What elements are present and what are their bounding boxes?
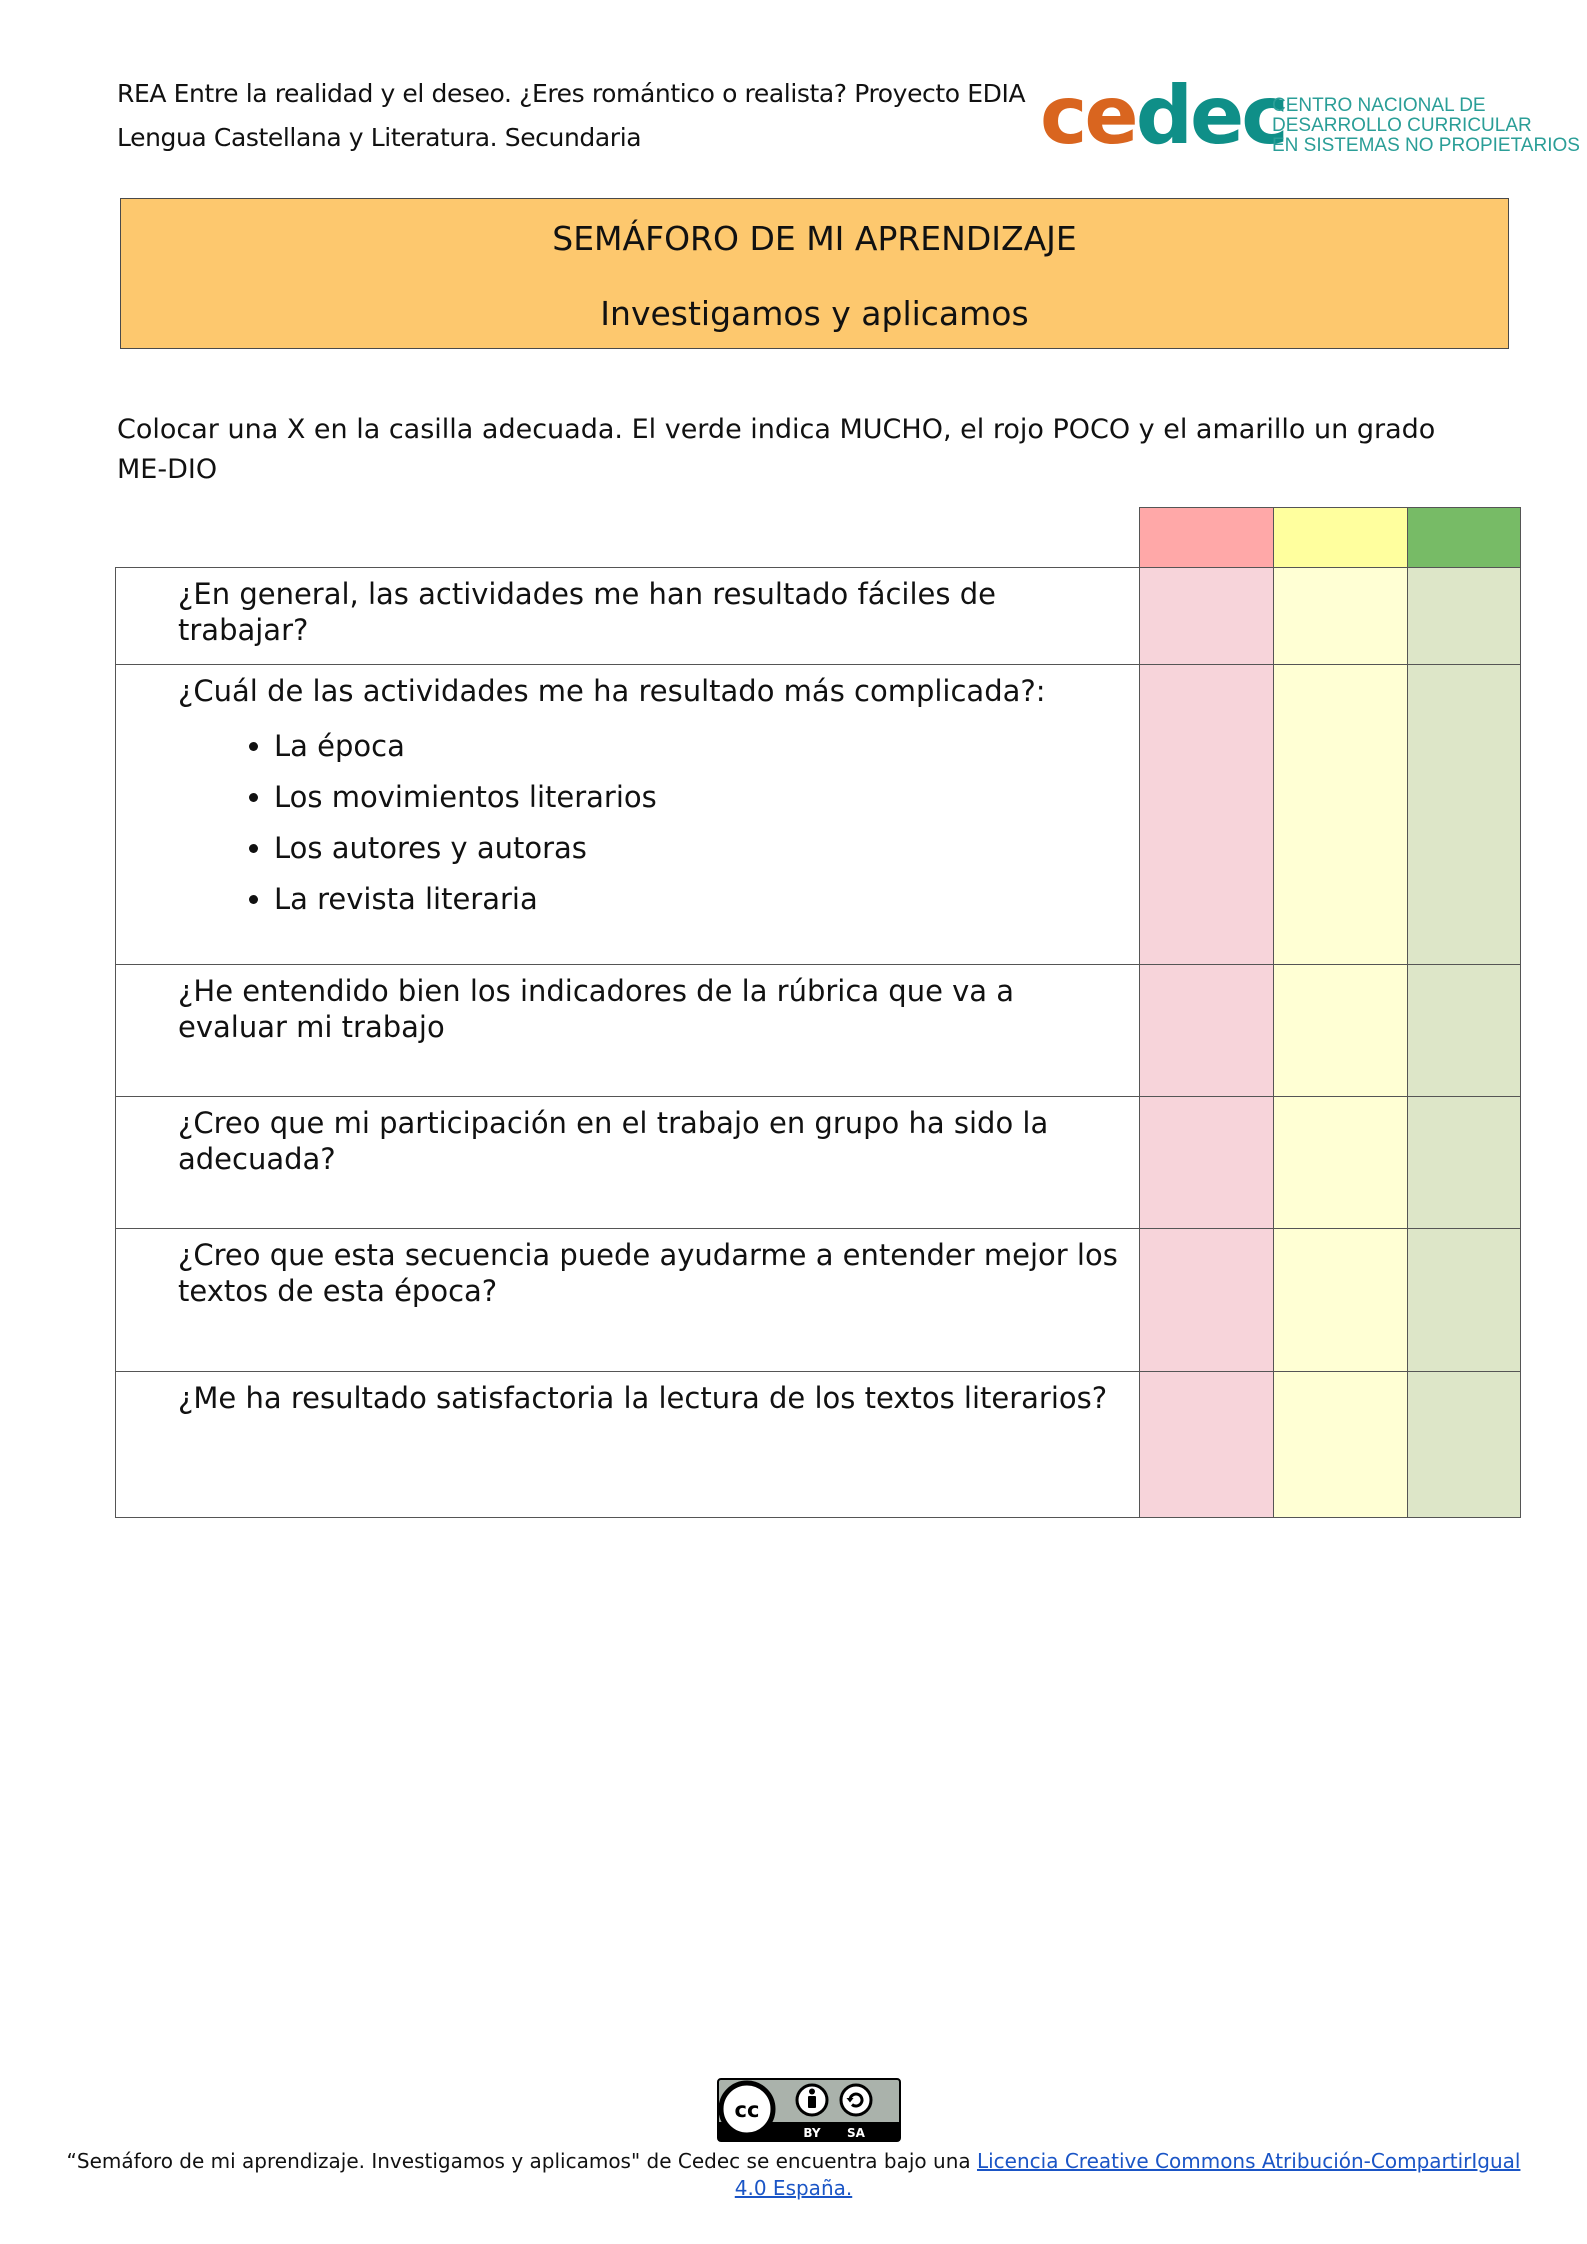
question-5: ¿Creo que esta secuencia puede ayudarme a entender mejor los textos de esta época? — [116, 1229, 1140, 1372]
answer-cell-green[interactable] — [1408, 1097, 1521, 1229]
answer-cell-red[interactable] — [1140, 665, 1274, 965]
table-header-row — [116, 508, 1521, 568]
answer-cell-red[interactable] — [1140, 1229, 1274, 1372]
table-row — [116, 965, 1521, 1097]
question-2-text: ¿Cuál de las actividades me ha resultado más complicada?: — [178, 674, 1046, 708]
instruction-text: Colocar una X en la casilla adecuada. El verde indica MUCHO, el rojo POCO y el amarillo un grado ME-DIO — [117, 414, 1436, 485]
header-yellow-medio — [1274, 508, 1408, 568]
list-item: • La revista literaria — [274, 874, 1129, 925]
traffic-light-table — [115, 507, 1521, 1518]
table-row — [116, 1372, 1521, 1518]
question-2 — [116, 665, 1140, 965]
table-row — [116, 1097, 1521, 1229]
cedec-logo-word: cedec — [1040, 69, 1286, 162]
answer-cell-yellow[interactable] — [1274, 665, 1408, 965]
list-item: • Los movimientos literarios — [274, 772, 1129, 823]
answer-cell-yellow[interactable] — [1274, 1097, 1408, 1229]
question-6: ¿Me ha resultado satisfactoria la lectura de los textos literarios? — [116, 1372, 1140, 1518]
cc-icon — [721, 2083, 773, 2135]
header-empty-cell — [116, 508, 1140, 568]
question-4: ¿Creo que mi participación en el trabajo en grupo ha sido la adecuada? — [116, 1097, 1140, 1229]
license-footer — [60, 2148, 1527, 2202]
share-alike-icon — [841, 2085, 871, 2115]
answer-cell-red[interactable] — [1140, 965, 1274, 1097]
page-title: SEMÁFORO DE MI APRENDIZAJE — [552, 219, 1077, 258]
attribution-icon — [797, 2085, 827, 2115]
cedec-logo-subtitle: CENTRO NACIONAL DE DESARROLLO CURRICULAR EN SISTEMAS NO PROPIETARIOS — [1272, 95, 1580, 156]
answer-cell-red[interactable] — [1140, 568, 1274, 665]
answer-cell-yellow[interactable] — [1274, 1229, 1408, 1372]
table-row — [116, 665, 1521, 965]
license-link[interactable]: Licencia Creative Commons Atribución-CompartirIgual 4.0 España. — [734, 2149, 1521, 2200]
answer-cell-green[interactable] — [1408, 1372, 1521, 1518]
title-box — [120, 198, 1509, 349]
document-header — [117, 72, 1025, 160]
sa-label: SA — [847, 2126, 865, 2140]
answer-cell-green[interactable] — [1408, 568, 1521, 665]
answer-cell-yellow[interactable] — [1274, 1372, 1408, 1518]
header-red-poco — [1140, 508, 1274, 568]
footer-attribution-text: “Semáforo de mi aprendizaje. Investigamos y aplicamos" de Cedec se encuentra bajo una — [66, 2149, 977, 2173]
header-subject: Lengua Castellana y Literatura. Secundaria — [117, 123, 642, 152]
question-1: ¿En general, las actividades me han resultado fáciles de trabajar? — [116, 568, 1140, 665]
table-row — [116, 1229, 1521, 1372]
page-subtitle: Investigamos y aplicamos — [600, 294, 1029, 333]
question-3: ¿He entendido bien los indicadores de la rúbrica que va a evaluar mi trabajo — [116, 965, 1140, 1097]
by-label: BY — [803, 2126, 821, 2140]
answer-cell-green[interactable] — [1408, 1229, 1521, 1372]
header-project-title: REA Entre la realidad y el deseo. ¿Eres romántico o realista? Proyecto EDIA — [117, 79, 1026, 108]
answer-cell-red[interactable] — [1140, 1372, 1274, 1518]
table-row — [116, 568, 1521, 665]
list-item: • La época — [274, 721, 1129, 772]
header-green-mucho — [1408, 508, 1521, 568]
activity-options-list — [178, 721, 1129, 925]
svg-text:cc: cc — [734, 2098, 760, 2122]
answer-cell-green[interactable] — [1408, 965, 1521, 1097]
answer-cell-yellow[interactable] — [1274, 568, 1408, 665]
cedec-logo — [1040, 69, 1580, 168]
answer-cell-yellow[interactable] — [1274, 965, 1408, 1097]
answer-cell-red[interactable] — [1140, 1097, 1274, 1229]
answer-cell-green[interactable] — [1408, 665, 1521, 965]
list-item: • Los autores y autoras — [274, 823, 1129, 874]
cc-by-sa-badge — [717, 2078, 901, 2142]
